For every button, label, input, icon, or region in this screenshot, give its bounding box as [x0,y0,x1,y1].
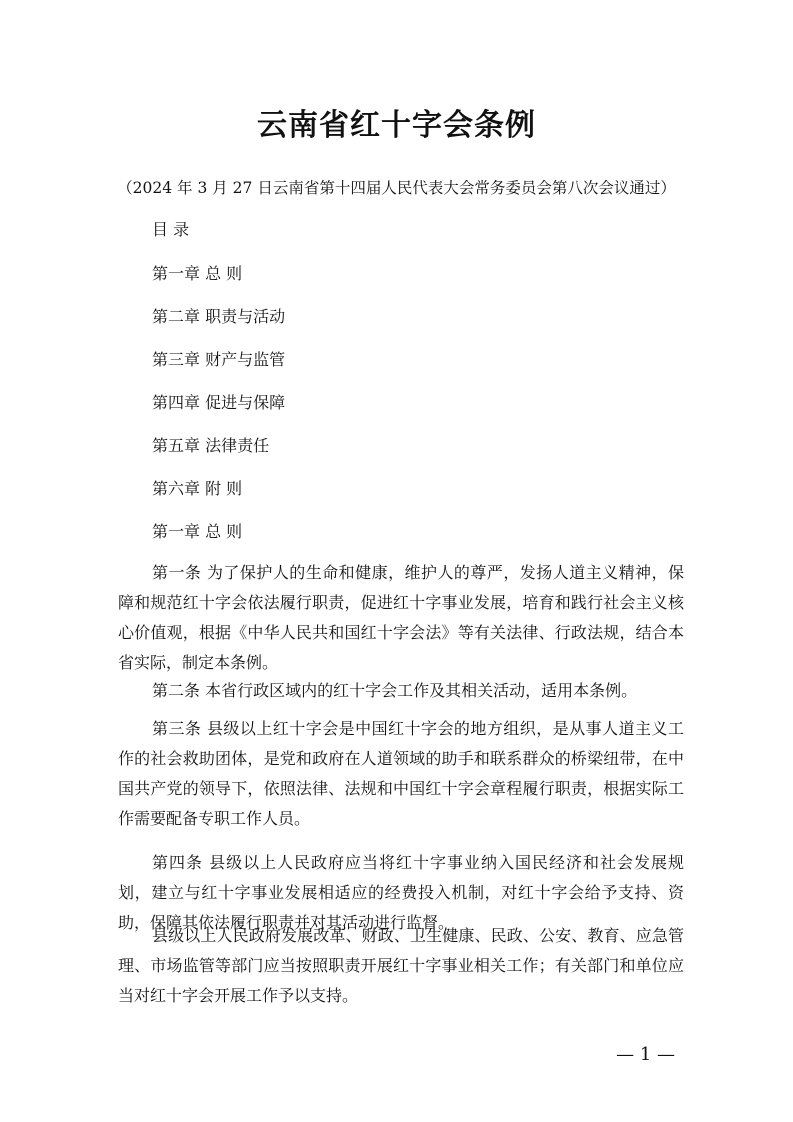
toc-item-chapter-5: 第五章 法律责任 [152,436,270,455]
article-1: 第一条 为了保护人的生命和健康，维护人的尊严，发扬人道主义精神，保障和规范红十字会依法履行职责，促进红十字事业发展，培育和践行社会主义核心价值观，根据《中华人民共和国红十字会法》等有关法律、行政法规，结合本省实际，制定本条例。 [118,563,684,672]
chapter-heading: 第一章 总 则 [152,522,243,541]
document-subtitle: （2024 年 3 月 27 日云南省第十四届人民代表大会常务委员会第八次会议通过） [117,179,676,197]
toc-item-chapter-1: 第一章 总 则 [152,264,243,283]
article-4: 第四条 县级以上人民政府应当将红十字事业纳入国民经济和社会发展规划，建立与红十字事业发展相适应的经费投入机制，对红十字会给予支持、资助，保障其依法履行职责并对其活动进行监督。 [118,853,684,932]
article-4-paragraph-2: 县级以上人民政府发展改革、财政、卫生健康、民政、公安、教育、应急管理、市场监管等部门应当按照职责开展红十字事业相关工作；有关部门和单位应当对红十字会开展工作予以支持。 [118,926,684,1005]
article-2: 第二条 本省行政区域内的红十字会工作及其相关活动，适用本条例。 [152,681,638,700]
toc-item-chapter-2: 第二章 职责与活动 [152,307,286,326]
toc-item-chapter-6: 第六章 附 则 [152,479,243,498]
article-3: 第三条 县级以上红十字会是中国红十字会的地方组织，是从事人道主义工作的社会救助团体，是党和政府在人道领域的助手和联系群众的桥梁纽带，在中国共产党的领导下，依照法律、法规和中国红十字会章程履行职责，根据实际工作需要配备专职工作人员。 [118,719,684,828]
toc-item-chapter-3: 第三章 财产与监管 [152,350,286,369]
page-number: — 1 — [616,1044,675,1065]
document-title: 云南省红十字会条例 [257,108,536,143]
toc-item-chapter-4: 第四章 促进与保障 [152,393,286,412]
toc-heading: 目 录 [152,220,190,239]
